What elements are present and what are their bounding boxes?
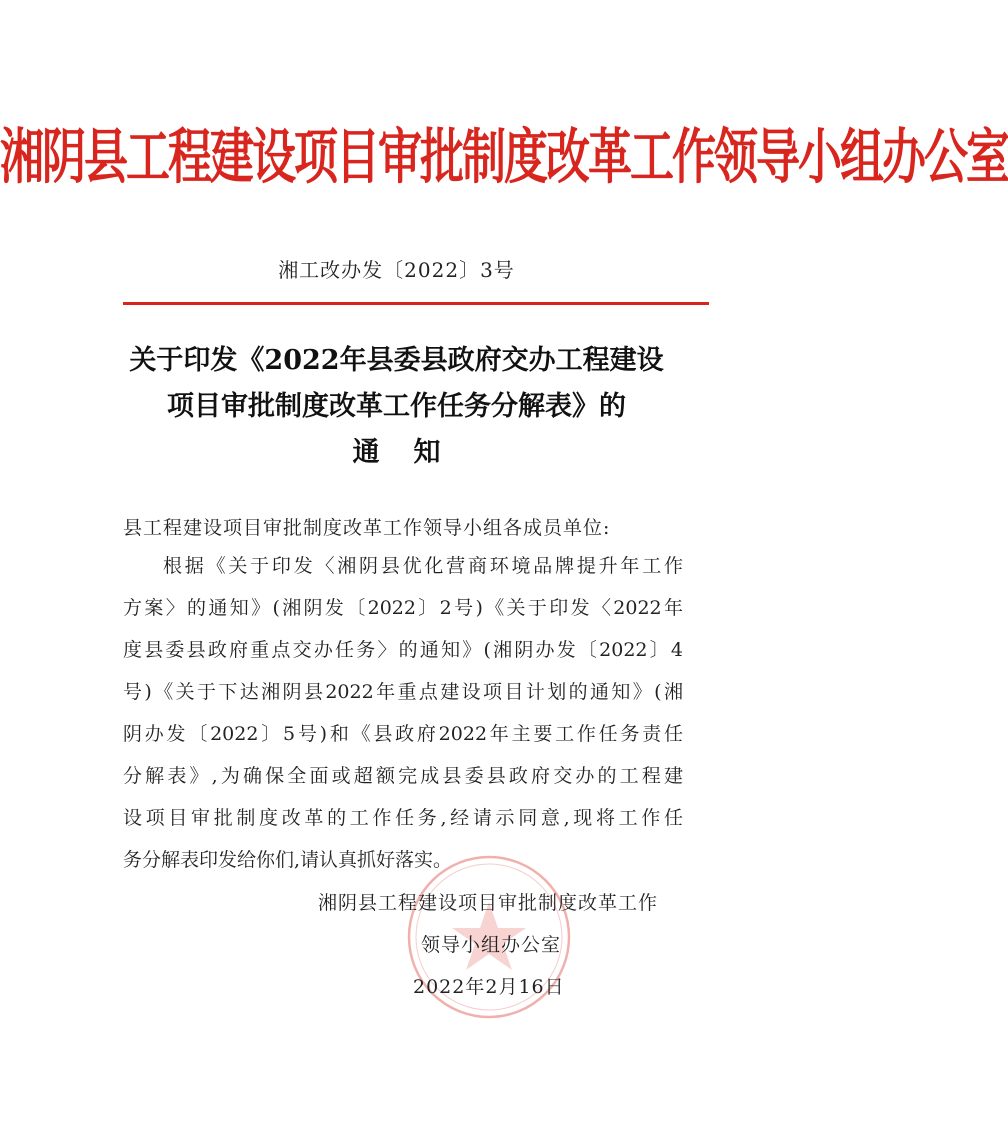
body-line: 分解表》,为确保全面或超额完成县委县政府交办的工程建 bbox=[123, 765, 683, 787]
document-number: 湘工改办发〔2022〕3号 bbox=[278, 258, 515, 282]
title-line-3: 通知 bbox=[352, 437, 475, 468]
signature-org-line-1: 湘阴县工程建设项目审批制度改革工作 bbox=[318, 892, 659, 914]
issuing-org-header: 湘阴县工程建设项目审批制度改革工作领导小组办公室 bbox=[0, 123, 1008, 193]
signature-org-line-2: 领导小组办公室 bbox=[421, 934, 562, 956]
body-line: 号)《关于下达湘阴县2022年重点建设项目计划的通知》(湘 bbox=[123, 681, 683, 703]
title-line-2: 项目审批制度改革工作任务分解表》的 bbox=[167, 391, 626, 422]
body-line: 设项目审批制度改革的工作任务,经请示同意,现将工作任 bbox=[123, 807, 683, 829]
title-line-1: 关于印发《2022年县委县政府交办工程建设 bbox=[129, 345, 664, 376]
body-line: 阴办发〔2022〕5号)和《县政府2022年主要工作任务责任 bbox=[123, 723, 683, 745]
signature-date: 2022年2月16日 bbox=[413, 976, 565, 998]
body-line: 度县委县政府重点交办任务〉的通知》(湘阴办发〔2022〕4 bbox=[123, 639, 683, 661]
salutation: 县工程建设项目审批制度改革工作领导小组各成员单位: bbox=[123, 517, 611, 539]
body-line: 务分解表印发给你们,请认真抓好落实。 bbox=[123, 849, 453, 871]
body-line: 根据《关于印发〈湘阴县优化营商环境品牌提升年工作 bbox=[163, 555, 683, 577]
body-line: 方案〉的通知》(湘阴发〔2022〕2号)《关于印发〈2022年 bbox=[123, 597, 683, 619]
red-divider-line bbox=[123, 302, 709, 305]
